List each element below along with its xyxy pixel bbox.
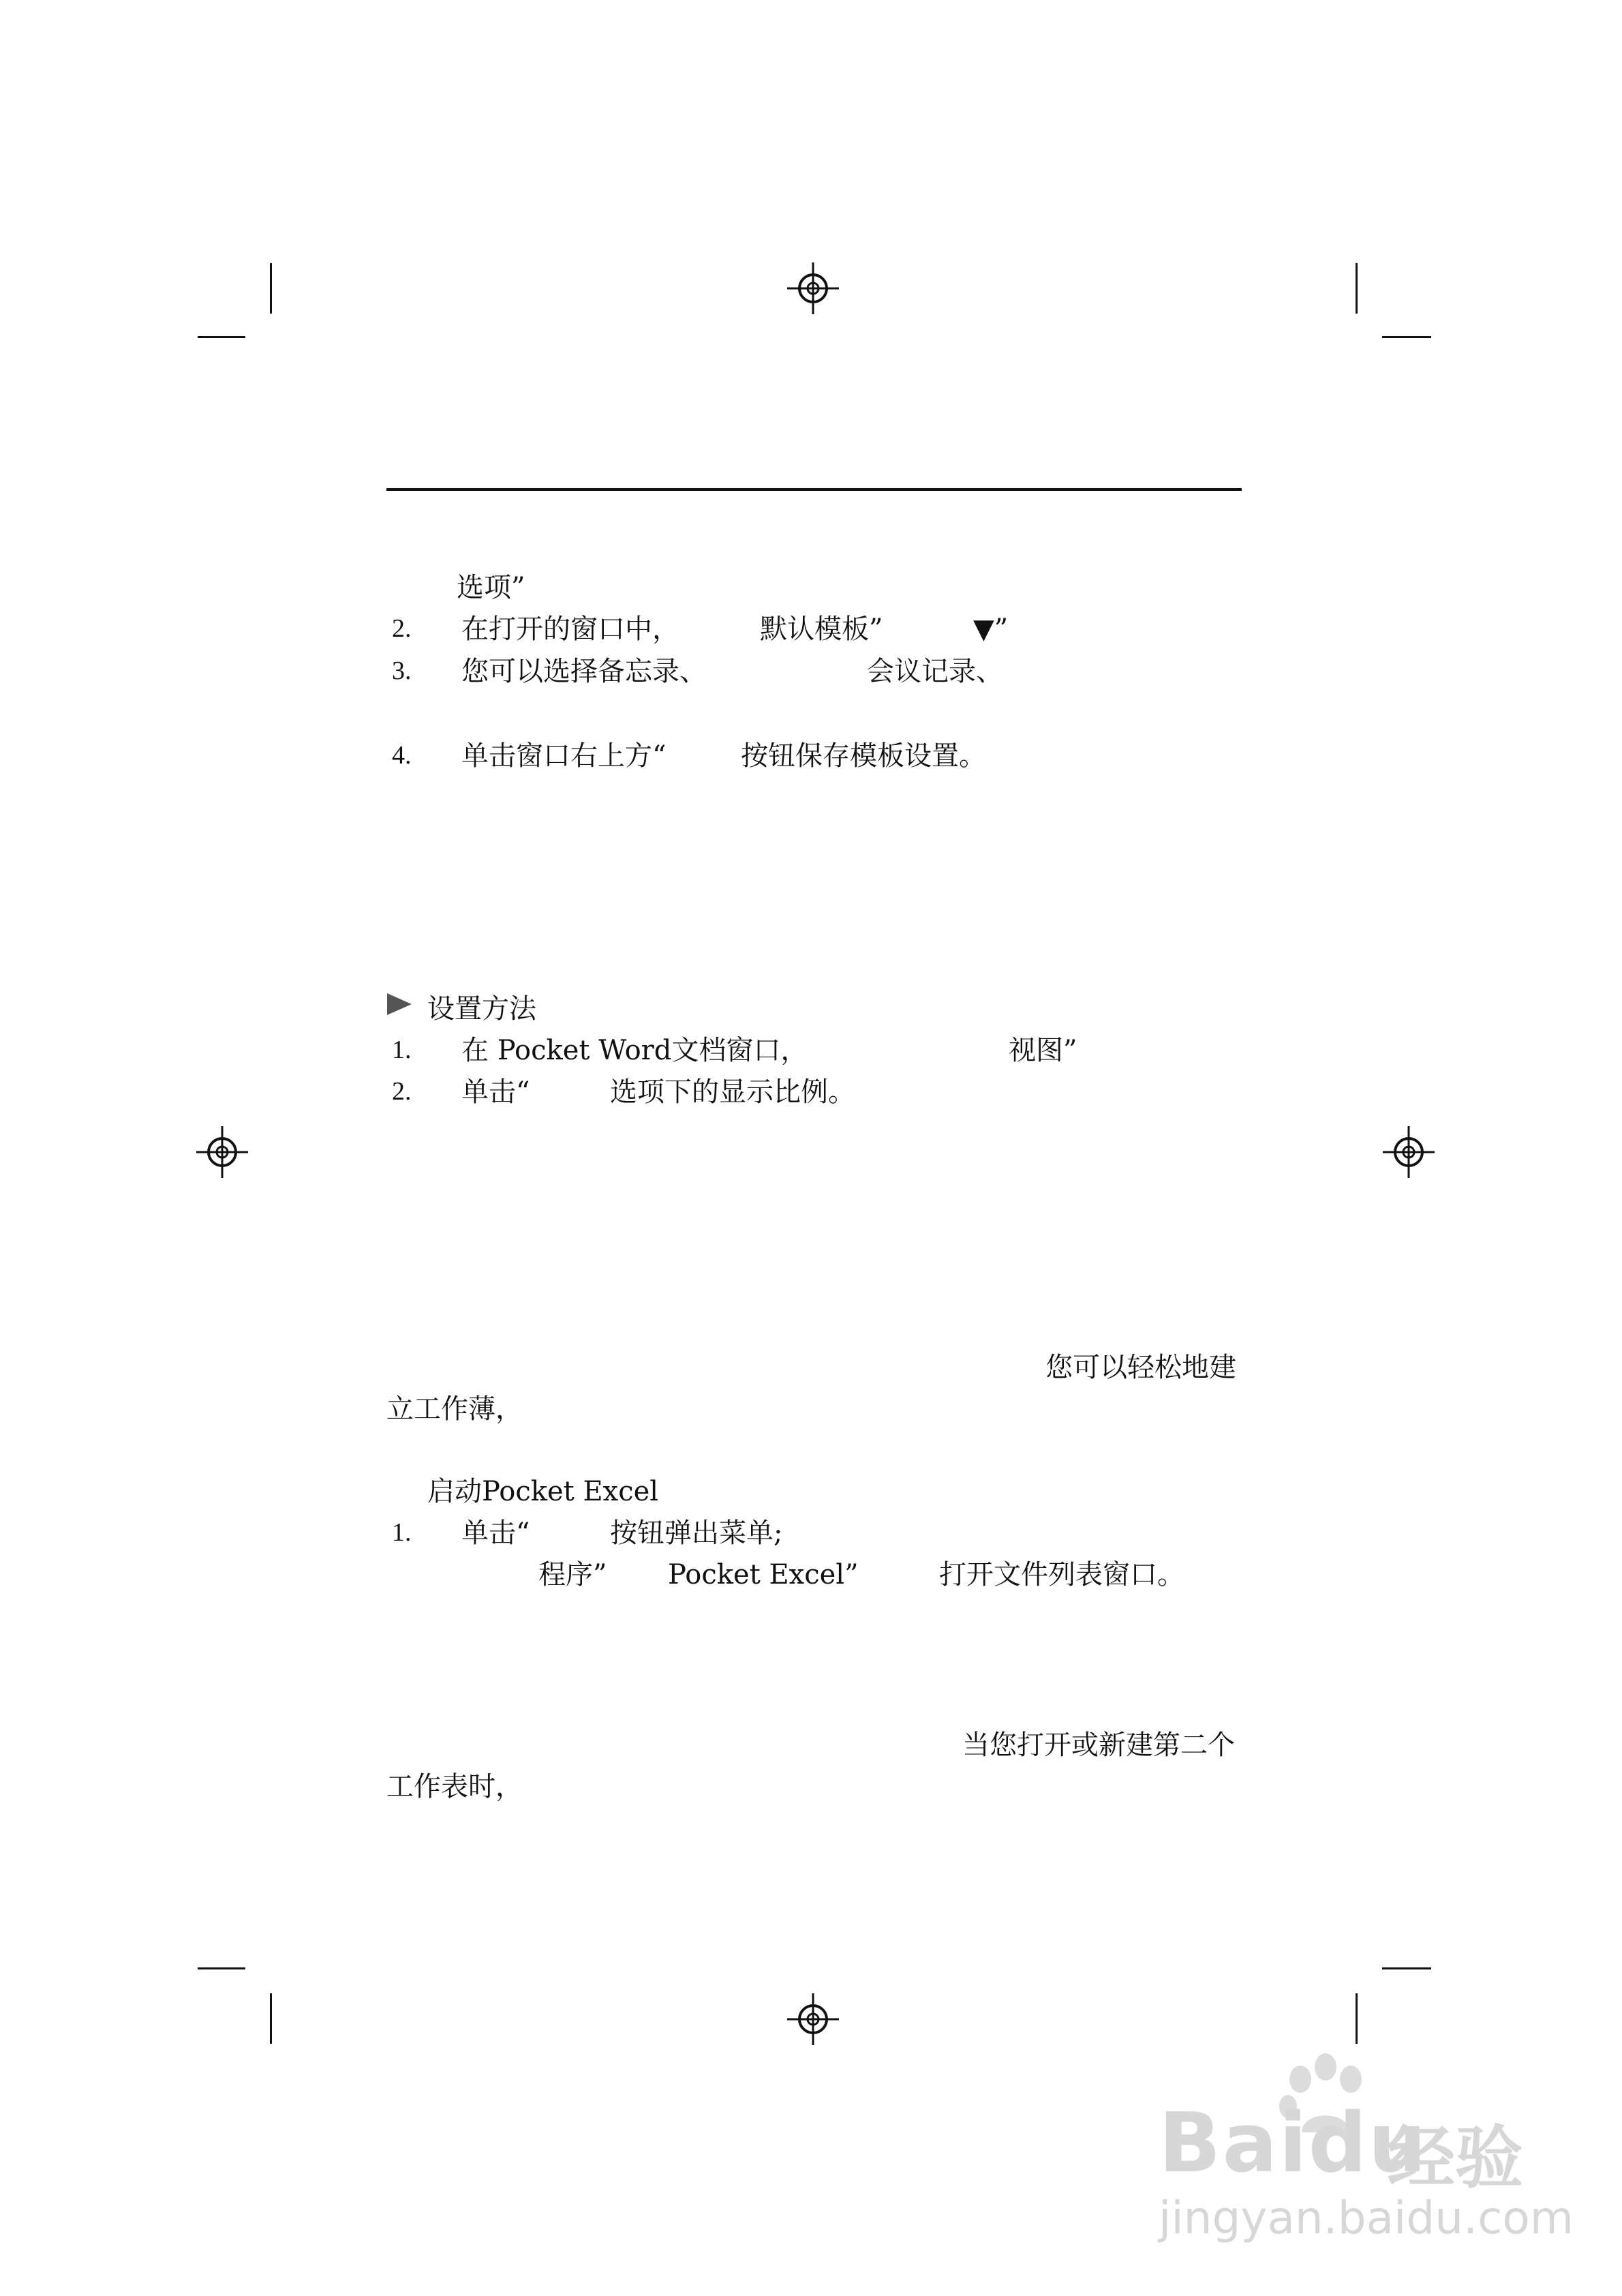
crop-mark [1356, 263, 1358, 314]
text-line: 您可以轻松地建 [1045, 1352, 1236, 1383]
text-line: ▼” [973, 614, 1009, 645]
crop-mark [198, 1967, 245, 1969]
triangle-bullet-icon [386, 992, 413, 1016]
watermark-brand: Baidu [1159, 2096, 1428, 2191]
text-line: 按钮弹出菜单; [610, 1517, 783, 1549]
section-title: 设置方法 [427, 993, 536, 1025]
text-line: 单击窗口右上方“ [461, 740, 667, 772]
text-line: 默认模板” [760, 614, 883, 645]
list-number: 4. [392, 741, 412, 770]
text-line: 会议记录、 [867, 656, 1003, 687]
section-title: 启动Pocket Excel [427, 1476, 659, 1507]
watermark-url: jingyan.baidu.com [1159, 2192, 1574, 2244]
text-line: 单击“ [461, 1076, 530, 1108]
crop-mark [270, 263, 272, 314]
registration-mark-icon [195, 1125, 249, 1179]
registration-mark-icon [786, 1992, 840, 2046]
list-number: 1. [392, 1036, 412, 1064]
list-number: 2. [392, 1077, 412, 1106]
text-line: 按钮保存模板设置。 [741, 740, 986, 772]
list-number: 1. [392, 1518, 412, 1547]
text-line: 程序” [538, 1559, 607, 1590]
text-line: 单击“ [461, 1517, 530, 1549]
text-line: 选项” [457, 572, 525, 603]
text-line: 当您打开或新建第二个 [962, 1729, 1235, 1761]
header-rule [386, 488, 1242, 491]
text-line: 您可以选择备忘录、 [461, 656, 707, 687]
registration-mark-icon [1381, 1125, 1436, 1179]
text-line: 选项下的显示比例。 [610, 1076, 855, 1108]
text-line: 在打开的窗口中， [461, 614, 679, 645]
crop-mark [1382, 336, 1431, 338]
crop-mark [198, 336, 245, 338]
crop-mark [270, 1993, 272, 2044]
text-line: 立工作薄， [386, 1393, 523, 1425]
list-number: 3. [392, 656, 412, 685]
watermark-brand-cn: 经验 [1387, 2118, 1523, 2198]
registration-mark-icon [786, 261, 840, 316]
text-line: Pocket Excel” [668, 1559, 859, 1590]
crop-mark [1382, 1967, 1431, 1969]
crop-mark [1356, 1993, 1358, 2044]
text-line: 在 Pocket Word文档窗口， [461, 1035, 808, 1066]
text-line: 工作表时， [386, 1771, 523, 1802]
text-line: 视图” [1009, 1035, 1077, 1066]
list-number: 2. [392, 614, 412, 643]
text-line: 打开文件列表窗口。 [939, 1559, 1184, 1590]
